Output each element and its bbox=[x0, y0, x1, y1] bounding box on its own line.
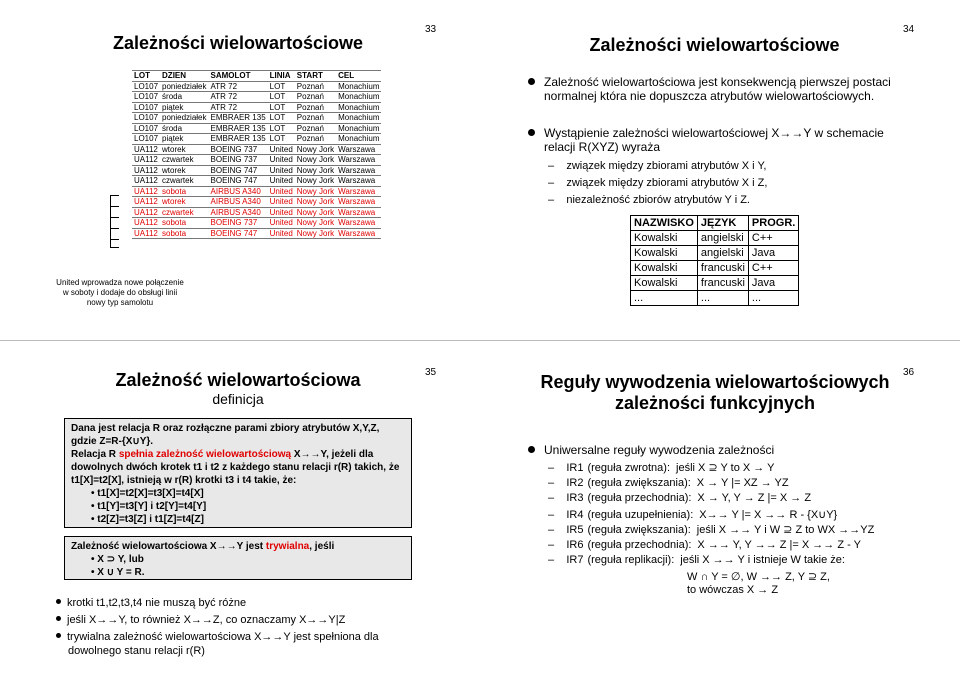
rule-item: – IR7 (reguła replikacji): jeśli X →→ Y i istnieje W takie że: bbox=[548, 554, 845, 566]
rule-name: (reguła zwiększania): bbox=[587, 524, 691, 536]
table-cell: Poznań bbox=[295, 123, 336, 134]
trivial-item-2: • X ∪ Y = R. bbox=[91, 567, 145, 578]
slide-36-title-line-2: zależności funkcyjnych bbox=[614, 393, 816, 413]
table-cell: LO107 bbox=[134, 92, 159, 101]
table-cell: United bbox=[269, 186, 293, 196]
table-row bbox=[132, 176, 381, 187]
table-cell: Poznań bbox=[295, 102, 336, 113]
table-cell: Monachium bbox=[338, 92, 380, 101]
table-cell: ATR 72 bbox=[209, 81, 268, 92]
table-cell: Warszawa bbox=[336, 176, 381, 187]
table-cell: Warszawa bbox=[336, 207, 381, 218]
table-cell: C++ bbox=[748, 231, 798, 246]
table-cell: Kowalski bbox=[631, 276, 698, 291]
table-cell: AIRBUS A340 bbox=[209, 197, 268, 208]
table-cell: UA112 bbox=[132, 197, 160, 208]
table-cell: wtorek bbox=[160, 144, 208, 155]
rule-formula: X→→ Y |= X →→ R - {X∪Y} bbox=[699, 508, 838, 521]
table-cell: Warszawa bbox=[336, 155, 381, 166]
table-cell: Warszawa bbox=[336, 228, 381, 239]
table-cell: LOT bbox=[268, 92, 295, 103]
table-row bbox=[132, 92, 381, 103]
table-cell: Warszawa bbox=[336, 165, 381, 176]
table-cell: Nowy Jork bbox=[296, 165, 335, 175]
bracket-top-tick bbox=[110, 195, 119, 196]
table-cell: Nowy Jork bbox=[296, 197, 335, 206]
table-cell: LOT bbox=[268, 113, 295, 124]
page-number-36: 36 bbox=[903, 367, 915, 378]
slide-35-subtitle: definicja bbox=[212, 391, 264, 407]
rule-id: IR6 bbox=[566, 538, 584, 551]
rule-item: – IR6 (reguła przechodnia): X →→ Y, Y →→ Z |= X →→ Z - Y bbox=[548, 538, 861, 551]
table-cell: Poznań bbox=[295, 134, 336, 145]
page-divider bbox=[0, 340, 960, 341]
table-cell: poniedziałek bbox=[162, 113, 207, 122]
table-cell: BOEING 737 bbox=[209, 155, 268, 166]
rule-id: IR7 bbox=[566, 554, 584, 566]
table-row bbox=[132, 102, 381, 113]
table-cell: UA112 bbox=[132, 218, 160, 229]
rule-name: (reguła zwrotna): bbox=[587, 462, 671, 474]
table-cell: poniedziałek bbox=[162, 81, 207, 91]
table-cell: Warszawa bbox=[336, 144, 381, 155]
table-cell: United bbox=[269, 207, 293, 217]
languages-header-cell: NAZWISKO bbox=[631, 216, 698, 231]
languages-header-row bbox=[631, 216, 799, 231]
subitem-3: – niezależność zbiorów atrybutów Y i Z. bbox=[548, 194, 750, 206]
table-cell: UA112 bbox=[132, 155, 160, 166]
rule-name: (reguła uzupełnienia): bbox=[587, 508, 694, 521]
condition-3: • t2[Z]=t3[Z] i t1[Z]=t4[Z] bbox=[91, 514, 204, 525]
table-row bbox=[132, 113, 381, 124]
slide-35-title: Zależność wielowartościowa bbox=[115, 370, 361, 390]
table-cell: UA112 bbox=[132, 176, 160, 187]
definition-line-1: Dana jest relacja R oraz rozłączne parami zbiory atrybutów X,Y,Z, gdzie Z=R-{X∪Y}. bbox=[71, 423, 380, 447]
slide-34-bullet-2: Wystąpienie zależności wielowartościowej X→→Y w schemacie relacji R(XYZ) wyraża bbox=[528, 126, 898, 154]
table-cell: Nowy Jork bbox=[296, 155, 335, 164]
table-cell: Kowalski bbox=[631, 246, 698, 261]
rule-id: IR2 bbox=[566, 476, 584, 489]
table-cell: Nowy Jork bbox=[296, 228, 335, 238]
rule-id: IR4 bbox=[566, 508, 584, 521]
table-cell: ATR 72 bbox=[209, 102, 268, 113]
languages-table bbox=[630, 215, 799, 306]
table-cell: sobota bbox=[160, 228, 208, 239]
slide-34-bullet-1: Zależność wielowartościowa jest konsekwencją pierwszej postaci normalnej która nie dopuszcza atrybutów wielowartościowych. bbox=[528, 75, 898, 103]
flights-header-cell: LINIA bbox=[268, 71, 295, 82]
trivial-box bbox=[64, 536, 412, 580]
flights-header-cell: START bbox=[295, 71, 336, 82]
table-cell: Poznań bbox=[295, 92, 336, 103]
table-cell: LO107 bbox=[134, 81, 159, 91]
slide-33-note bbox=[55, 278, 185, 308]
table-cell: Warszawa bbox=[336, 186, 381, 197]
table-row bbox=[132, 155, 381, 166]
rule-name: (reguła replikacji): bbox=[587, 554, 675, 566]
flights-header-row bbox=[132, 71, 381, 82]
rule-formula: X → Y |= XZ → YZ bbox=[696, 476, 789, 489]
languages-header-cell: PROGR. bbox=[748, 216, 798, 231]
table-cell: angielski bbox=[697, 231, 748, 246]
table-row bbox=[631, 291, 799, 306]
table-cell: UA112 bbox=[132, 228, 160, 239]
table-cell: ATR 72 bbox=[209, 92, 268, 103]
table-cell: angielski bbox=[697, 246, 748, 261]
table-cell: United bbox=[269, 165, 293, 175]
table-cell: AIRBUS A340 bbox=[209, 186, 268, 197]
table-row bbox=[132, 218, 381, 229]
table-cell: Monachium bbox=[338, 134, 380, 143]
table-cell: czwartek bbox=[160, 176, 208, 187]
table-cell: piątek bbox=[160, 102, 208, 113]
note-line-3: nowy typ samolotu bbox=[86, 298, 154, 307]
flights-header-cell: CEL bbox=[336, 71, 381, 82]
table-cell: francuski bbox=[697, 276, 748, 291]
trivial-line: Zależność wielowartościowa X→→Y jest trywialna, jeśli bbox=[71, 541, 335, 552]
table-row bbox=[631, 276, 799, 291]
table-cell: Nowy Jork bbox=[296, 186, 335, 196]
table-cell: Warszawa bbox=[336, 218, 381, 229]
table-cell: C++ bbox=[748, 261, 798, 276]
slide-35-bullet-3: trywialna zależność wielowartościowa X→→Y jest spełniona dla dowolnego stanu relacji r(R) bbox=[56, 630, 408, 658]
table-cell: EMBRAER 135 bbox=[210, 134, 266, 143]
trivial-item-1: • X ⊃ Y, lub bbox=[91, 554, 144, 565]
rule-name: (reguła przechodnia): bbox=[587, 492, 692, 504]
bracket-tick-2 bbox=[110, 206, 119, 207]
rule-formula: jeśli X ⊇ Y to X → Y bbox=[676, 462, 775, 474]
note-line-1: United wprowadza nowe połączenie bbox=[56, 278, 184, 287]
rule-id: IR5 bbox=[566, 524, 584, 536]
table-cell: ... bbox=[748, 291, 798, 306]
table-cell: Poznań bbox=[295, 113, 336, 124]
note-line-2: w soboty i dodaje do obsługi linii bbox=[62, 288, 178, 297]
bullet-dot bbox=[56, 616, 61, 621]
rule-item: – IR1 (reguła zwrotna): jeśli X ⊇ Y to X → Y bbox=[548, 462, 775, 474]
table-cell: BOEING 747 bbox=[209, 165, 268, 176]
table-cell: Nowy Jork bbox=[296, 144, 335, 154]
table-cell: środa bbox=[160, 123, 208, 134]
slide-35-bullet-1: krotki t1,t2,t3,t4 nie muszą być różne bbox=[56, 596, 416, 610]
table-cell: LO107 bbox=[134, 134, 159, 143]
table-cell: AIRBUS A340 bbox=[209, 207, 268, 218]
bullet-dot bbox=[528, 78, 535, 85]
table-cell: BOEING 747 bbox=[209, 176, 268, 187]
table-cell: Nowy Jork bbox=[296, 207, 335, 217]
page-number-35: 35 bbox=[425, 367, 437, 378]
table-cell: Kowalski bbox=[631, 261, 698, 276]
table-cell: LOT bbox=[268, 123, 295, 134]
table-cell: Nowy Jork bbox=[296, 218, 335, 227]
table-cell: Java bbox=[748, 246, 798, 261]
table-cell: sobota bbox=[160, 218, 208, 229]
rule-name: (reguła przechodnia): bbox=[587, 538, 692, 551]
definition-line-2: Relacja R spełnia zależność wielowartościową X→→Y, jeżeli dla dowolnych dwóch krotek t1 i t2 z każdego stanu relacji r(R) takich, że t1[X]=t2[X], istnieją w r(R) krotki t3 i t4 takie, że: bbox=[71, 449, 400, 486]
table-row bbox=[132, 134, 381, 145]
table-cell: LOT bbox=[268, 102, 295, 113]
table-cell: United bbox=[269, 197, 293, 206]
table-cell: francuski bbox=[697, 261, 748, 276]
ir7-continuation-2: to wówczas X → Z bbox=[687, 584, 779, 596]
languages-header-cell: JĘZYK bbox=[697, 216, 748, 231]
table-cell: UA112 bbox=[132, 186, 160, 197]
table-row bbox=[132, 197, 381, 208]
rule-item: – IR4 (reguła uzupełnienia): X→→ Y |= X →→ R - {X∪Y} bbox=[548, 508, 838, 521]
table-cell: United bbox=[269, 228, 293, 238]
table-cell: United bbox=[269, 155, 293, 164]
rule-name: (reguła zwiększania): bbox=[587, 476, 691, 489]
table-cell: Java bbox=[748, 276, 798, 291]
table-cell: ... bbox=[697, 291, 748, 306]
table-cell: LO107 bbox=[134, 123, 159, 133]
table-row bbox=[631, 261, 799, 276]
rule-formula: jeśli X →→ Y i W ⊇ Z to WX →→YZ bbox=[696, 524, 875, 536]
table-cell: czwartek bbox=[160, 155, 208, 166]
bracket-tick-5 bbox=[110, 239, 119, 240]
table-cell: LO107 bbox=[134, 102, 159, 112]
table-cell: UA112 bbox=[132, 144, 160, 155]
table-row bbox=[132, 207, 381, 218]
table-cell: sobota bbox=[160, 186, 208, 197]
slide-33-title: Zależności wielowartościowe bbox=[112, 33, 364, 53]
bullet-dot bbox=[56, 633, 61, 638]
table-cell: Monachium bbox=[338, 102, 380, 112]
table-cell: Nowy Jork bbox=[296, 176, 335, 185]
table-row bbox=[132, 165, 381, 176]
table-cell: UA112 bbox=[132, 207, 160, 218]
subitem-1: – związek między zbiorami atrybutów X i Y, bbox=[548, 160, 767, 172]
table-cell: Warszawa bbox=[336, 197, 381, 208]
bracket-tick-4 bbox=[110, 228, 119, 229]
table-cell: czwartek bbox=[160, 207, 208, 218]
table-cell: wtorek bbox=[160, 197, 208, 208]
table-cell: Kowalski bbox=[631, 231, 698, 246]
slide-36-title-line-1: Reguły wywodzenia wielowartościowych bbox=[540, 372, 890, 392]
table-cell: Poznań bbox=[295, 81, 336, 92]
table-cell: BOEING 737 bbox=[209, 144, 268, 155]
table-cell: piątek bbox=[160, 134, 208, 145]
page-number-34: 34 bbox=[903, 24, 915, 35]
ir7-continuation-1: W ∩ Y = ∅, W →→ Z, Y ⊇ Z, bbox=[687, 571, 830, 583]
condition-1: • t1[X]=t2[X]=t3[X]=t4[X] bbox=[91, 488, 204, 499]
slide-34-title: Zależności wielowartościowe bbox=[589, 35, 840, 55]
table-row bbox=[132, 186, 381, 197]
slide-36-bullet: Uniwersalne reguły wywodzenia zależności bbox=[528, 443, 898, 457]
table-row bbox=[631, 231, 799, 246]
rule-id: IR3 bbox=[566, 492, 584, 504]
bullet-dot bbox=[528, 129, 535, 136]
page-number-33: 33 bbox=[425, 24, 437, 35]
table-cell: BOEING 737 bbox=[209, 218, 268, 229]
bullet-dot bbox=[56, 599, 61, 604]
table-cell: LOT bbox=[268, 81, 295, 92]
flights-header-cell: LOT bbox=[132, 71, 160, 82]
flights-header-cell: SAMOLOT bbox=[209, 71, 268, 82]
rule-item: – IR2 (reguła zwiększania): X → Y |= XZ → YZ bbox=[548, 476, 789, 489]
table-cell: LOT bbox=[268, 134, 295, 145]
table-cell: LO107 bbox=[134, 113, 159, 122]
condition-2: • t1[Y]=t3[Y] i t2[Y]=t4[Y] bbox=[91, 501, 207, 512]
table-cell: ... bbox=[631, 291, 698, 306]
table-cell: EMBRAER 135 bbox=[210, 123, 266, 133]
table-row bbox=[132, 81, 381, 92]
flights-table bbox=[132, 70, 381, 239]
bullet-dot bbox=[528, 446, 535, 453]
table-cell: wtorek bbox=[160, 165, 208, 176]
rule-formula: X →→ Y, Y →→ Z |= X →→ Z - Y bbox=[697, 538, 861, 551]
rule-item: – IR5 (reguła zwiększania): jeśli X →→ Y i W ⊇ Z to WX →→YZ bbox=[548, 524, 875, 536]
rule-formula: jeśli X →→ Y i istnieje W takie że: bbox=[680, 554, 845, 566]
table-cell: BOEING 747 bbox=[209, 228, 268, 239]
definition-box bbox=[64, 418, 412, 528]
flights-header-cell: DZIEN bbox=[160, 71, 208, 82]
table-cell: EMBRAER 135 bbox=[210, 113, 266, 122]
table-cell: Monachium bbox=[338, 113, 380, 122]
table-row bbox=[132, 123, 381, 134]
table-row bbox=[631, 246, 799, 261]
rule-formula: X → Y, Y → Z |= X → Z bbox=[697, 492, 812, 504]
rule-id: IR1 bbox=[566, 462, 584, 474]
table-cell: United bbox=[269, 218, 293, 227]
table-cell: Monachium bbox=[338, 81, 380, 91]
slide-35-bullet-2: jeśli X→→Y, to również X→→Z, co oznaczamy X→→Y|Z bbox=[56, 613, 416, 627]
subitem-2: – związek między zbiorami atrybutów X i Z, bbox=[548, 177, 768, 189]
bracket-tick-3 bbox=[110, 217, 119, 218]
table-cell: Monachium bbox=[338, 123, 380, 133]
bracket-bottom-tick bbox=[110, 247, 119, 248]
table-cell: United bbox=[269, 176, 293, 185]
table-cell: środa bbox=[160, 92, 208, 103]
rule-item: – IR3 (reguła przechodnia): X → Y, Y → Z |= X → Z bbox=[548, 492, 812, 504]
table-row bbox=[132, 228, 381, 239]
table-row bbox=[132, 144, 381, 155]
table-cell: United bbox=[269, 144, 293, 154]
table-cell: UA112 bbox=[132, 165, 160, 176]
